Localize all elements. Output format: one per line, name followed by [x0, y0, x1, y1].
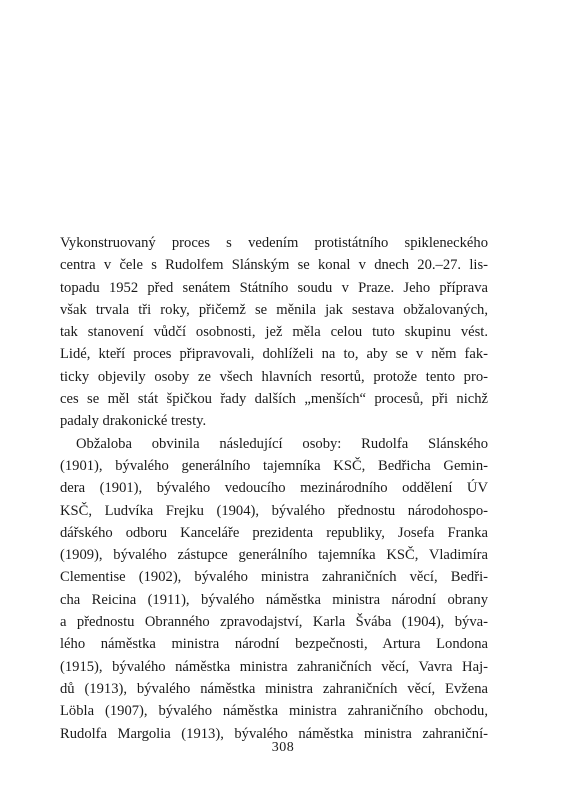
text-line: centra v čele s Rudolfem Slánským se konal v dnech 20.–27. lis-: [60, 257, 488, 274]
text-line: Vykonstruovaný proces s vedením protistátního spikleneckého: [60, 235, 488, 251]
text-line: tak stanovení vůdčí osobnosti, jež měla celou tuto skupinu vést.: [60, 324, 488, 341]
text-line: Lidé, kteří proces připravovali, dohlíželi na to, aby se v něm fak-: [60, 346, 488, 363]
text-line: Clementise (1902), bývalého ministra zahraničních věcí, Bedři-: [60, 569, 488, 586]
text-line: lého náměstka ministra národní bezpečnosti, Artura Londona: [60, 636, 488, 653]
text-line: padaly drakonické tresty.: [60, 413, 207, 430]
text-line: ticky objevily osoby ze všech hlavních resortů, protože tento pro-: [60, 368, 488, 385]
text-line: (1901), bývalého generálního tajemníka KSČ, Bedřicha Gemin-: [60, 457, 488, 474]
text-line: dera (1901), bývalého vedoucího mezinárodního oddělení ÚV: [60, 480, 488, 497]
text-line: ces se měl stát špičkou řady dalších „menších“ procesů, při nichž: [60, 391, 488, 408]
text-line: dářského odboru Kanceláře prezidenta republiky, Josefa Franka: [60, 524, 488, 541]
text-line: topadu 1952 před senátem Státního soudu v Praze. Jeho příprava: [60, 279, 488, 296]
text-line: (1909), bývalého zástupce generálního tajemníka KSČ, Vladimíra: [60, 547, 488, 564]
text-line: (1915), bývalého náměstka ministra zahraničních věcí, Vavra Haj-: [60, 658, 488, 675]
text-line: dů (1913), bývalého náměstka ministra zahraničních věcí, Evžena: [60, 680, 488, 697]
body-text: [60, 232, 488, 745]
text-line: Löbla (1907), bývalého náměstka ministra zahraničního obchodu,: [60, 703, 488, 720]
paragraph: [60, 232, 488, 433]
text-line: KSČ, Ludvíka Frejku (1904), bývalého přednostu národohospo-: [60, 502, 488, 519]
text-line: cha Reicina (1911), bývalého náměstka ministra národní obrany: [60, 591, 488, 608]
page-number: 308: [271, 740, 295, 755]
text-line: Rudolfa Margolia (1913), bývalého náměstka ministra zahraniční-: [60, 725, 488, 742]
text-line: však trvala tři roky, přičemž se měnila jak sestava obžalovaných,: [60, 301, 488, 318]
paragraph: [60, 433, 488, 745]
text-line: a přednostu Obranného zpravodajství, Karla Švába (1904), býva-: [60, 614, 488, 631]
text-line: Obžaloba obvinila následující osoby: Rudolfa Slánského: [76, 435, 488, 452]
